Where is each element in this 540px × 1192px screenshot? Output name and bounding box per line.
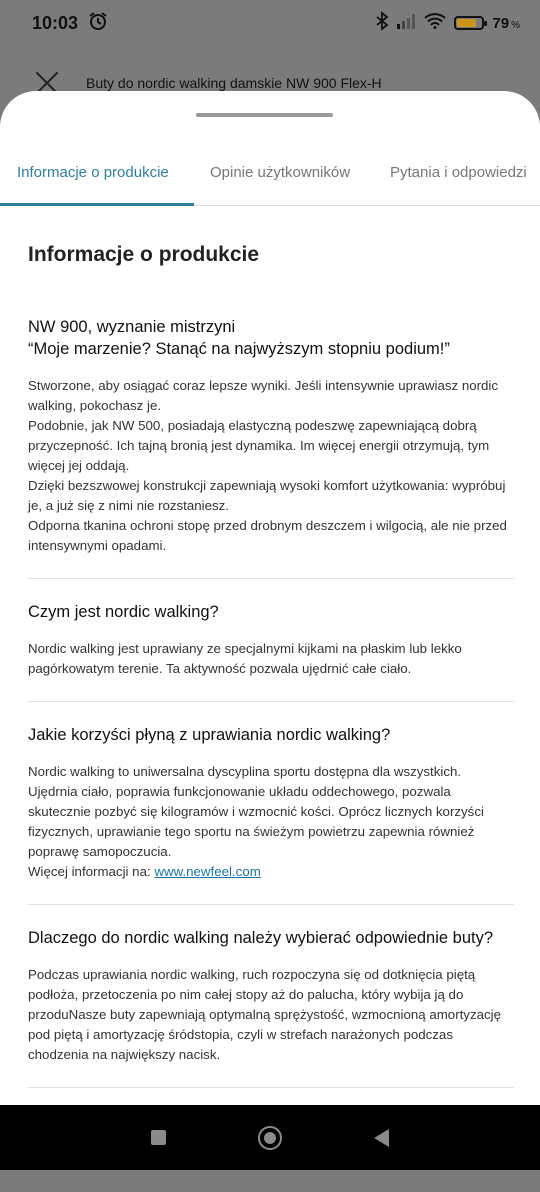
- product-info-sheet: [0, 91, 540, 1105]
- section-what-is-nordic-walking: [28, 601, 514, 702]
- battery-fill: [457, 19, 476, 27]
- section-paragraph: Podobnie, jak NW 500, posiadają elastyczną podeszwę zapewniającą dobrą przyczepność. Ich tajną bronią jest dynamika. Im więcej energii otrzymują, tym więcej jej oddają.: [28, 418, 490, 473]
- more-info-line: Więcej informacji na: www.newfeel.com: [28, 864, 261, 879]
- section-nw900: [28, 316, 514, 579]
- tab-bar: [0, 149, 540, 206]
- status-time: 10:03: [32, 12, 79, 33]
- section-heading: Dlaczego do nordic walking należy wybierać odpowiednie buty?: [28, 929, 494, 947]
- active-tab-indicator: [0, 203, 194, 206]
- wifi-icon: [424, 13, 446, 33]
- system-nav-bar: [0, 1105, 540, 1170]
- section-heading: Jakie korzyści płyną z uprawiania nordic walking?: [28, 726, 391, 744]
- battery-percent: 79 %: [492, 14, 520, 32]
- content: [28, 241, 514, 1192]
- section-paragraph: Nordic walking to uniwersalna dyscyplina sportu dostępna dla wszystkich. Ujędrnia ciało, poprawia funkcjonowanie układu oddechowego, pozwala skutecznie pozbyć się kilogramów i wzmocnić kości. Oprócz licznych korzyści fizycznych, uprawianie tego sportu na świeżym powietrzu zapewnia również poprawę samopoczucia.: [28, 764, 484, 859]
- battery-icon: [454, 16, 484, 30]
- page-title: Informacje o produkcie: [28, 243, 260, 266]
- section-choosing-shoes: [28, 927, 514, 1088]
- section-paragraph: Podczas uprawiania nordic walking, ruch rozpoczyna się od dotknięcia piętą podłoża, przetoczenia po nim całej stopy aż do palucha, który wybija ją do przoduNasze buty zapewniają optymalną sprężystość, wzmocnioną amortyzację pod piętą i amortyzację śródstopia, czyli w strefach narażonych podczas chodzenia na największy nacisk.: [28, 967, 502, 1062]
- section-benefits: [28, 724, 514, 905]
- background-product-title: Buty do nordic walking damskie NW 900 Flex-H: [86, 75, 382, 91]
- status-bar: [0, 0, 540, 46]
- tab-product-info[interactable]: Informacje o produkcie: [17, 164, 169, 181]
- section-paragraph: Odporna tkanina ochroni stopę przed drobnym deszczem i wilgocią, ale nie przed intensywnymi opadami.: [28, 518, 507, 553]
- signal-icon: [396, 13, 416, 33]
- status-left: [32, 11, 108, 36]
- section-paragraph: Nordic walking jest uprawiany ze specjalnymi kijkami na płaskim lub lekko pagórkowatym terenie. Ta aktywność pozwala ujędrnić całe ciało.: [28, 641, 462, 676]
- newfeel-link[interactable]: www.newfeel.com: [154, 864, 261, 879]
- back-icon[interactable]: [374, 1129, 389, 1147]
- bluetooth-icon: [376, 12, 388, 34]
- drag-handle[interactable]: [196, 113, 333, 117]
- home-icon[interactable]: [258, 1126, 282, 1150]
- recents-icon[interactable]: [151, 1130, 166, 1145]
- tab-questions-answers[interactable]: Pytania i odpowiedzi: [390, 164, 527, 181]
- section-heading: NW 900, wyznanie mistrzyni “Moje marzenie? Stanąć na najwyższym stopniu podium!”: [28, 318, 450, 358]
- section-heading: Czym jest nordic walking?: [28, 603, 219, 621]
- section-paragraph: Dzięki bezszwowej konstrukcji zapewniają wysoki komfort użytkowania: wypróbuj je, a już się z nimi nie rozstaniesz.: [28, 478, 506, 513]
- status-right: [376, 12, 520, 34]
- section-paragraph: Stworzone, aby osiągać coraz lepsze wyniki. Jeśli intensywnie uprawiasz nordic walking, pokochasz je.: [28, 378, 499, 413]
- alarm-icon: [88, 11, 108, 36]
- tab-user-reviews[interactable]: Opinie użytkowników: [210, 164, 351, 181]
